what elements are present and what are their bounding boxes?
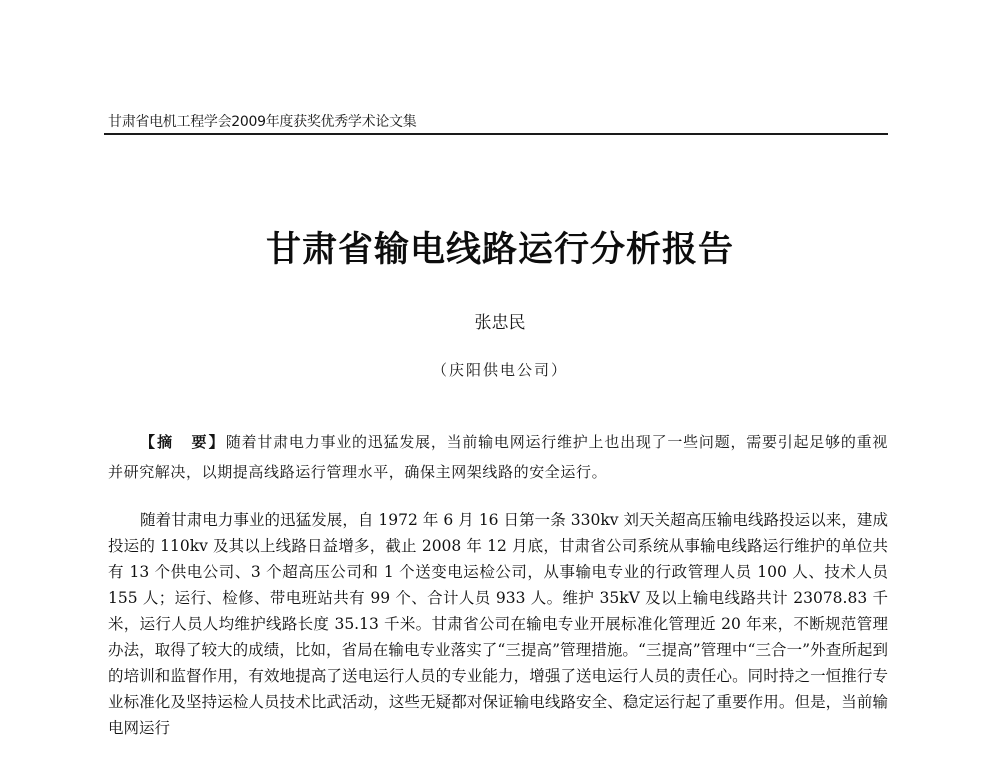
author-affiliation: （庆阳供电公司） — [431, 361, 568, 379]
abstract-text: 随着甘肃电力事业的迅猛发展，当前输电网运行维护上也出现了一些问题，需要引起足够的重视并研究解决，以期提高线路运行管理水平，确保主网架线路的安全运行。 — [108, 433, 888, 481]
abstract-label: 【摘 要】 — [140, 433, 226, 451]
author-name: 张忠民 — [474, 313, 526, 333]
header-rule — [104, 133, 888, 135]
running-header: 甘肃省电机工程学会2009年度获奖优秀学术论文集 — [108, 114, 417, 130]
body-paragraph: 随着甘肃电力事业的迅猛发展，自 1972 年 6 月 16 日第一条 330kv 刘天关超高压输电线路投运以来，建成投运的 110kv 及其以上线路日益增多，截止 2008 年 12 月底，甘肃省公司系统从事输电线路运行维护的单位共有 13 个供电公司、3 个超高压公司和 1 个送变电运检公司，从事输电专业的行政管理人员 100 人、技术人员 155 人；运行、检修、带电班站共有 99 个、合计人员 933 人。维护 35kV 及以上输电线路共计 23078.83 千米，运行人员人均维护线路长度 35.13 千米。甘肃省公司在输电专业开展标准化管理近 20 年来，不断规范管理办法，取得了较大的成绩，比如，省局在输电专业落实了“三提高”管理措施。“三提高”管理中“三合一”外查所起到的培训和监督作用，有效地提高了送电运行人员的专业能力，增强了送电运行人员的责任心。同时持之一恒推行专业标准化及坚持运检人员技术比武活动，这些无疑都对保证输电线路安全、稳定运行起了重要作用。但是，当前输电网运行 — [108, 511, 888, 737]
abstract — [108, 427, 888, 487]
article-title: 甘肃省输电线路运行分析报告 — [265, 229, 734, 270]
